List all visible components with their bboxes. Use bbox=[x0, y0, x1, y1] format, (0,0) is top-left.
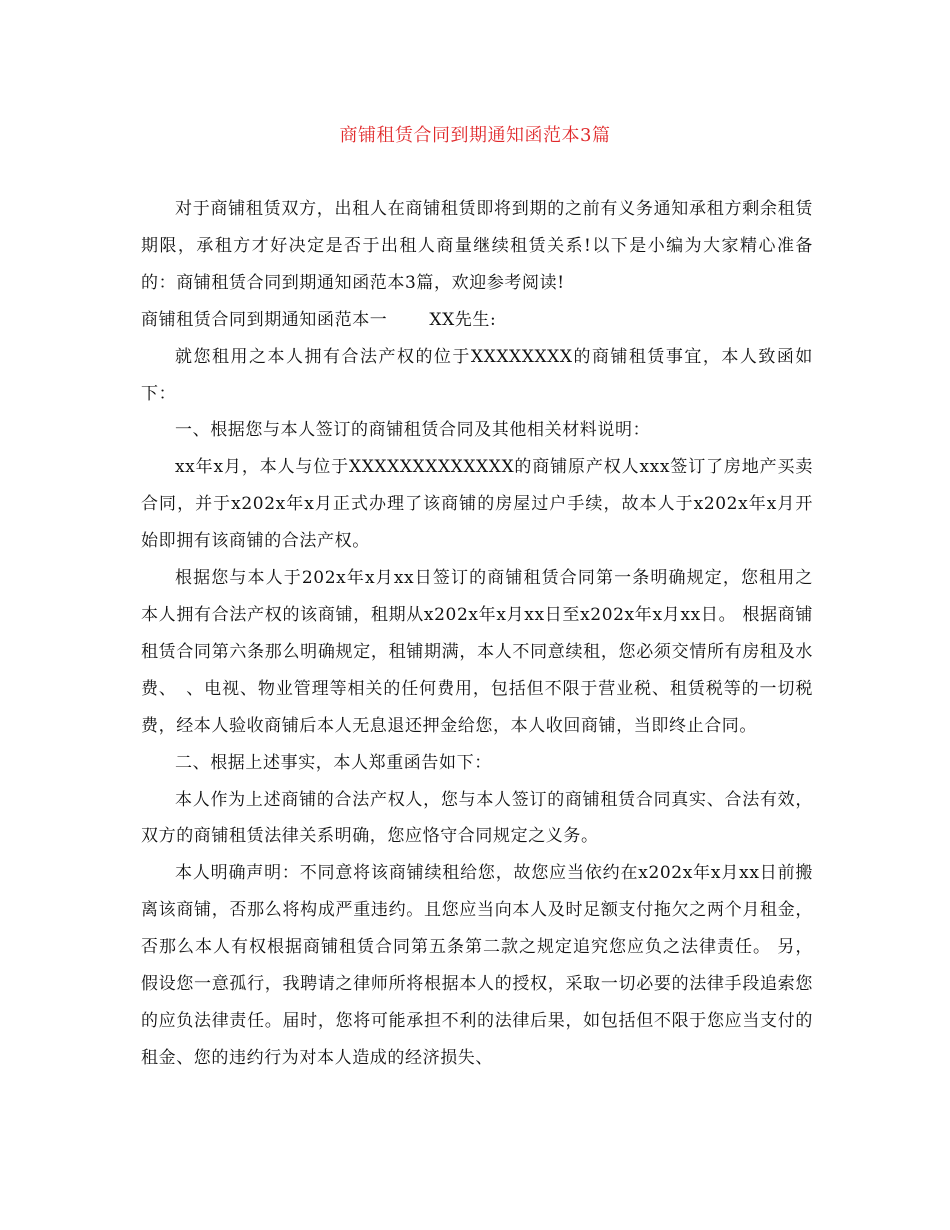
intro-paragraph: 对于商铺租赁双方，出租人在商铺租赁即将到期的之前有义务通知承租方剩余租赁期限，承租方才好决定是否于出租人商量继续租赁关系!以下是小编为大家精心准备的：商铺租赁合同到期通知函范本3篇，欢迎参考阅读! bbox=[141, 199, 813, 293]
sample-heading-line bbox=[141, 302, 813, 339]
paragraph-6: 本人作为上述商铺的合法产权人，您与本人签订的商铺租赁合同真实、合法有效，双方的商铺租赁法律关系明确，您应恪守合同规定之义务。 bbox=[141, 789, 813, 847]
document-title: 商铺租赁合同到期通知函范本3篇 bbox=[339, 125, 611, 146]
paragraph-3: xx年x月，本人与位于XXXXXXXXXXXXX的商铺原产权人xxx签订了房地产买卖合同，并于x202x年x月正式办理了该商铺的房屋过户手续，故本人于x202x年x月开始即拥有该商铺的合法产权。 bbox=[141, 457, 813, 552]
paragraph-1: 就您租用之本人拥有合法产权的位于XXXXXXXX的商铺租赁事宜，本人致函如下： bbox=[141, 346, 813, 404]
paragraph-4: 根据您与本人于202x年x月xx日签订的商铺租赁合同第一条明确规定，您租用之本人拥有合法产权的该商铺，租期从x202x年x月xx日至x202x年x月xx日。 根据商铺租赁合同第六条那么明确规定，租铺期满，本人不同意续租，您必须交情所有房租及水费、 、电视、物业管理等相关的任何费用，包括但不限于营业税、租赁税等的一切税费，经本人验收商铺后本人无息退还押金给您，本人收回商铺，当即终止合同。 bbox=[141, 568, 813, 736]
sample-heading: 商铺租赁合同到期通知函范本一 bbox=[141, 309, 388, 330]
paragraph-2: 一、根据您与本人签订的商铺租赁合同及其他相关材料说明： bbox=[175, 420, 651, 441]
paragraph-7: 本人明确声明：不同意将该商铺续租给您，故您应当依约在x202x年x月xx日前搬离该商铺，否那么将构成严重违约。且您应当向本人及时足额支付拖欠之两个月租金，否那么本人有权根据商铺租赁合同第五条第二款之规定追究您应负之法律责任。 另，假设您一意孤行，我聘请之律师所将根据本人的授权，采取一切必要的法律手段追索您的应负法律责任。届时，您将可能承担不利的法律后果，如包括但不限于您应当支付的租金、您的违约行为对本人造成的经济损失、 bbox=[141, 863, 813, 1068]
paragraph-5: 二、根据上述事实，本人郑重函告如下： bbox=[175, 752, 492, 773]
document-body bbox=[141, 191, 813, 1077]
salutation: XX先生: bbox=[429, 309, 497, 330]
